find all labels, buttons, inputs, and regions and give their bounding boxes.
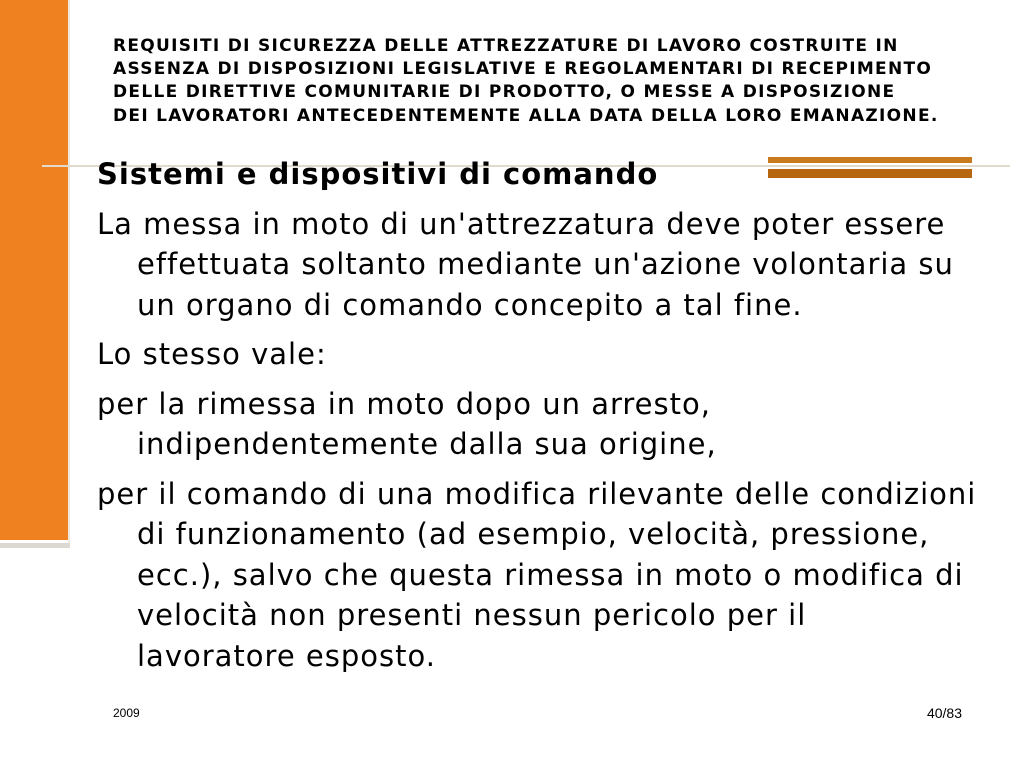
- accent-bar-edge: [68, 0, 70, 548]
- accent-bar-shadow: [0, 543, 70, 548]
- body-line: indipendentemente dalla sua origine,: [137, 427, 717, 461]
- left-accent-bar: [0, 0, 68, 540]
- body-line: La messa in moto di un'attrezzatura deve poter essere: [97, 206, 946, 241]
- body-line: di funzionamento (ad esempio, velocità, pressione,: [137, 517, 930, 551]
- body-paragraph: [97, 474, 976, 677]
- body-line: ecc.), salvo che questa rimessa in moto o modifica di: [137, 557, 964, 592]
- body-paragraph: [97, 384, 976, 465]
- body-line: un organo di comando concepito a tal fine.: [137, 287, 803, 322]
- body-line: velocità non presenti nessun pericolo per il: [137, 598, 807, 632]
- section-heading: Sistemi e dispositivi di comando: [97, 157, 659, 191]
- body-paragraph: [97, 334, 976, 375]
- slide-number: 40/83: [926, 705, 962, 721]
- slide-title: [113, 35, 939, 128]
- body-line: per il comando di una modifica rilevante delle condizioni: [97, 476, 977, 511]
- footer-date: 2009: [113, 706, 140, 720]
- body-line: per la rimessa in moto dopo un arresto,: [97, 386, 711, 421]
- slide-title-line: ASSENZA DI DISPOSIZIONI LEGISLATIVE E REGOLAMENTARI DI RECEPIMENTO: [113, 59, 933, 80]
- body-line: Lo stesso vale:: [97, 337, 327, 371]
- body-line: effettuata soltanto mediante un'azione volontaria su: [137, 247, 954, 281]
- body-paragraph: [97, 204, 976, 326]
- slide-title-line: REQUISITI DI SICUREZZA DELLE ATTREZZATURE DI LAVORO COSTRUITE IN: [113, 36, 899, 56]
- body-line: lavoratore esposto.: [137, 638, 436, 673]
- slide-body: [97, 154, 976, 676]
- slide-title-line: DEI LAVORATORI ANTECEDENTEMENTE ALLA DATA DELLA LORO EMANAZIONE.: [113, 105, 939, 126]
- slide-title-line: DELLE DIRETTIVE COMUNITARIE DI PRODOTTO, O MESSE A DISPOSIZIONE: [113, 82, 896, 103]
